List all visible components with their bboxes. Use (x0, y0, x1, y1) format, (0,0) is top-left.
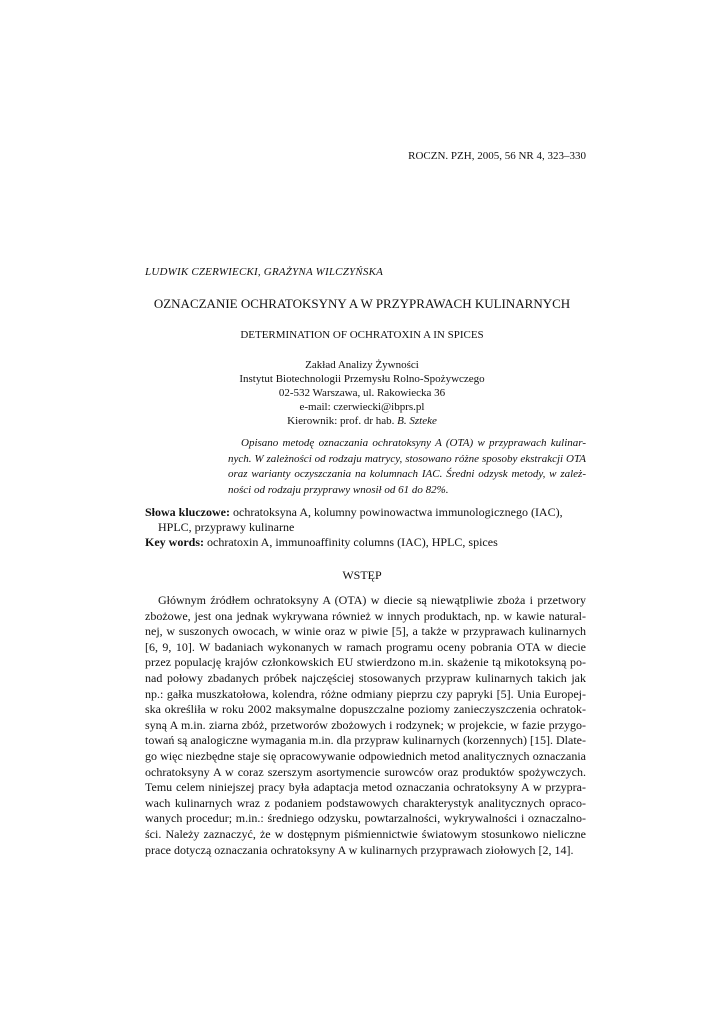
abstract-line: nych. W zależności od rodzaju matrycy, stosowano różne sposoby ekstrakcji OTA (228, 452, 586, 465)
affiliation-department: Zakład Analizy Żywności (305, 359, 419, 371)
abstract-line: Opisano metodę oznaczania ochratoksyny A (OTA) w przyprawach kulinar- (241, 437, 586, 449)
head-name: B. Szteke (397, 415, 437, 427)
keywords-polish-continuation: HPLC, przyprawy kulinarne (158, 520, 295, 534)
body-line: towań są analogiczne wymagania m.in. dla przypraw kulinarnych (korzennych) [15]. Dlate- (145, 733, 586, 748)
title-polish: OZNACZANIE OCHRATOKSYNY A W PRZYPRAWACH KULINARNYCH (153, 296, 571, 311)
keywords-english (145, 535, 586, 550)
body-line: syną A m.in. ziarna zbóż, przetworów zbożowych i rodzynek; w projekcie, w fazie przygo- (145, 717, 586, 732)
keywords-english-text: ochratoxin A, immunoaffinity columns (IAC), HPLC, spices (204, 535, 498, 549)
abstract (228, 436, 586, 498)
body-line: nej, w suszonych owocach, w winie oraz w piwie [5], a także w przyprawach kulinarnych (145, 624, 586, 639)
body-line: ści. Należy zaznaczyć, że w dostępnym piśmiennictwie światowym stosunkowo nieliczne (145, 826, 586, 841)
head-prefix: Kierownik: prof. dr hab. (287, 415, 395, 427)
section-heading: WSTĘP (342, 568, 382, 582)
keywords-polish (145, 505, 586, 520)
affiliation-email: e-mail: czerwiecki@ibprs.pl (299, 401, 425, 413)
body-line: przez populację krajów członkowskich EU stwierdzono m.in. skażenie tą mikotoksyną po- (145, 655, 586, 670)
body-line: Głównym źródłem ochratoksyny A (OTA) w diecie są niewątpliwie zboża i przetwory (158, 593, 586, 607)
body-line: ochratoksyny A w coraz szerszym asortymencie surowców oraz produktów spożywczych. (145, 764, 586, 779)
body-paragraph (145, 593, 586, 858)
journal-reference: ROCZN. PZH, 2005, 56 NR 4, 323–330 (408, 150, 586, 162)
keywords-block (145, 505, 586, 550)
affiliation (0, 358, 724, 428)
abstract-line: ności od rodzaju przyprawy wnosił od 61 do 82%. (228, 483, 449, 496)
keywords-polish-label: Słowa kluczowe: (145, 505, 230, 519)
body-line: wach kulinarnych wraz z podaniem podstawowych charakterystyk analitycznych opraco- (145, 795, 586, 810)
title-english: DETERMINATION OF OCHRATOXIN A IN SPICES (240, 329, 484, 341)
affiliation-head (0, 414, 724, 428)
abstract-line: oraz warianty oczyszczania na kolumnach IAC. Średni odzysk metody, w zależ- (228, 468, 586, 481)
keywords-polish-text: ochratoksyna A, kolumny powinowactwa immunologicznego (IAC), (230, 505, 563, 519)
body-line: ska określiła w roku 2002 maksymalne dopuszczalne poziomy zanieczyszczenia ochratok- (145, 702, 586, 717)
authors: LUDWIK CZERWIECKI, GRAŻYNA WILCZYŃSKA (145, 266, 384, 278)
body-line: Temu celem niniejszej pracy była adaptacja metod oznaczania ochratoksyny A w przypra- (145, 780, 586, 795)
body-line: prace dotyczą oznaczania ochratoksyny A w kulinarnych przyprawach ziołowych [2, 14]. (145, 842, 574, 857)
body-line: wanych procedur; m.in.: średniego odzysku, powtarzalności, wykrywalności i oznaczalno- (145, 811, 586, 826)
body-line: np.: gałka muszkatołowa, kolendra, różne odmiany pieprzu czy papryki [5]. Unia Europej- (145, 686, 586, 701)
affiliation-institute: Instytut Biotechnologii Przemysłu Rolno-Spożywczego (239, 373, 485, 385)
affiliation-address: 02-532 Warszawa, ul. Rakowiecka 36 (278, 387, 446, 399)
body-line: zbożowe, jest ona jednak wykrywana również w innych produktach, np. w kawie natural- (145, 608, 586, 623)
keywords-english-label: Key words: (145, 535, 204, 549)
body-line: nad połowy zbadanych próbek najczęściej stosowanych przypraw kulinarnych takich jak (145, 670, 586, 685)
body-line: [6, 9, 10]. W badaniach wykonanych w ramach programu oceny pobrania OTA w diecie (145, 639, 586, 654)
body-line: go więc niezbędne staje się opracowywanie odpowiednich metod analitycznych oznaczania (145, 748, 586, 763)
